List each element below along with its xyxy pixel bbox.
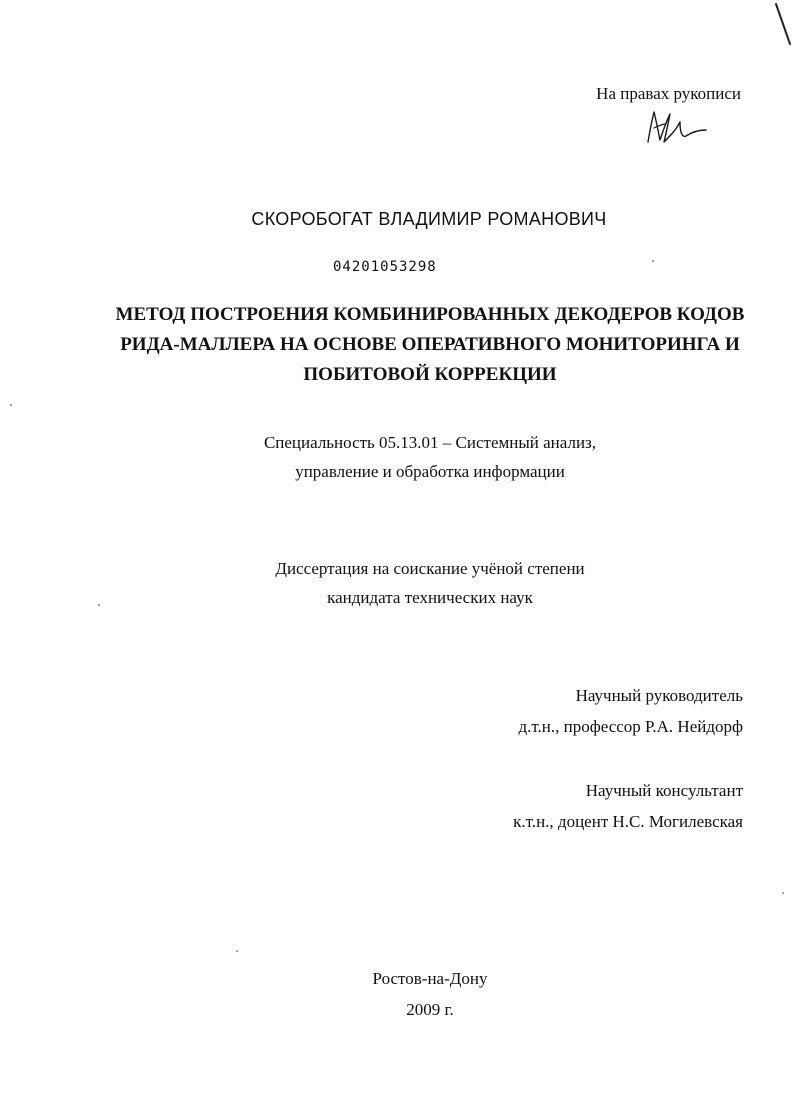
scan-speck bbox=[236, 950, 238, 952]
degree-block bbox=[60, 554, 797, 612]
specialty-line-2: управление и обработка информации bbox=[295, 462, 565, 481]
supervisor-name: д.т.н., профессор Р.А. Нейдорф bbox=[518, 717, 743, 736]
scan-speck bbox=[652, 260, 654, 262]
consultant-role: Научный консультант bbox=[585, 781, 743, 800]
specialty-line-1: Специальность 05.13.01 – Системный анализ, bbox=[263, 433, 597, 452]
dissertation-title bbox=[90, 300, 770, 390]
scan-speck bbox=[10, 404, 12, 406]
signature-icon bbox=[640, 106, 710, 150]
consultant-name: к.т.н., доцент Н.С. Могилевская bbox=[513, 812, 743, 831]
degree-line-1: Диссертация на соискание учёной степени bbox=[275, 559, 585, 578]
degree-line-2: кандидата технических наук bbox=[327, 588, 533, 607]
title-line-3: ПОБИТОВОЙ КОРРЕКЦИИ bbox=[303, 364, 557, 385]
scan-mark-icon bbox=[764, 0, 794, 50]
title-line-2: РИДА-МАЛЛЕРА НА ОСНОВЕ ОПЕРАТИВНОГО МОНИТОРИНГА И bbox=[120, 334, 740, 355]
supervisor-block bbox=[518, 680, 743, 742]
title-line-1: МЕТОД ПОСТРОЕНИЯ КОМБИНИРОВАННЫХ ДЕКОДЕРОВ КОДОВ bbox=[115, 304, 745, 325]
manuscript-rights-label: На правах рукописи bbox=[596, 84, 741, 103]
scan-speck bbox=[98, 604, 100, 606]
place-year-block bbox=[60, 963, 797, 1025]
specialty-block bbox=[60, 428, 797, 486]
scan-speck bbox=[782, 892, 784, 894]
year: 2009 г. bbox=[406, 1000, 454, 1019]
consultant-block bbox=[513, 775, 743, 837]
author-name: СКОРОБОГАТ ВЛАДИМИР РОМАНОВИЧ bbox=[251, 209, 607, 229]
supervisor-role: Научный руководитель bbox=[575, 686, 743, 705]
city: Ростов-на-Дону bbox=[372, 969, 488, 988]
document-id: 04201053298 bbox=[333, 259, 437, 275]
